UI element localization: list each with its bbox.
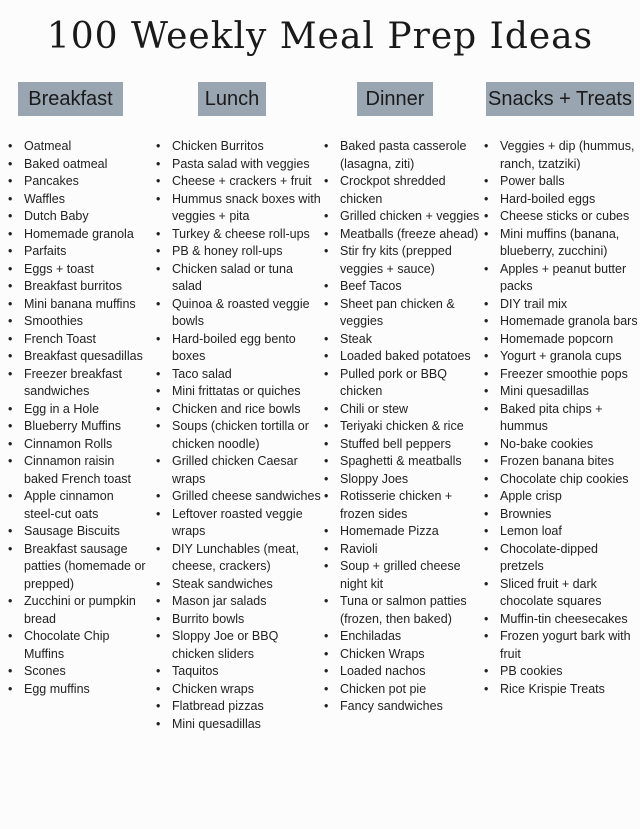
- list-item: • French Toast: [6, 331, 146, 349]
- list-item: • Freezer breakfast sandwiches: [6, 366, 146, 401]
- list-item: • Lemon loaf: [482, 523, 640, 541]
- list-item: • Chocolate-dipped pretzels: [482, 541, 640, 576]
- list-item: • Sausage Biscuits: [6, 523, 146, 541]
- list-item: • Enchiladas: [322, 628, 482, 646]
- list-item: • Chicken wraps: [154, 681, 322, 699]
- column-heading-snacks: Snacks + Treats: [486, 82, 634, 116]
- list-item: • Mini quesadillas: [482, 383, 640, 401]
- list-item: • Mason jar salads: [154, 593, 322, 611]
- list-item: • Chocolate chip cookies: [482, 471, 640, 489]
- list-item: • Chicken Burritos: [154, 138, 322, 156]
- list-item: • Tuna or salmon patties (frozen, then baked): [322, 593, 482, 628]
- list-item: • Grilled chicken Caesar wraps: [154, 453, 322, 488]
- list-item: • Turkey & cheese roll-ups: [154, 226, 322, 244]
- list-item: • Hard-boiled egg bento boxes: [154, 331, 322, 366]
- list-item: • Rice Krispie Treats: [482, 681, 640, 699]
- list-item: • Brownies: [482, 506, 640, 524]
- list-item: • Blueberry Muffins: [6, 418, 146, 436]
- list-item: • Waffles: [6, 191, 146, 209]
- list-item: • Hummus snack boxes with veggies + pita: [154, 191, 322, 226]
- list-item: • Chicken pot pie: [322, 681, 482, 699]
- list-item: • Zucchini or pumpkin bread: [6, 593, 146, 628]
- snacks-list: [482, 138, 640, 698]
- list-item: • DIY trail mix: [482, 296, 640, 314]
- list-item: • Rotisserie chicken + frozen sides: [322, 488, 482, 523]
- list-item: • Homemade granola: [6, 226, 146, 244]
- list-item: • Apple crisp: [482, 488, 640, 506]
- list-item: • Soups (chicken tortilla or chicken noodle): [154, 418, 322, 453]
- list-item: • No-bake cookies: [482, 436, 640, 454]
- list-item: • Pasta salad with veggies: [154, 156, 322, 174]
- list-item: • Baked oatmeal: [6, 156, 146, 174]
- list-item: • Egg in a Hole: [6, 401, 146, 419]
- list-item: • Baked pasta casserole (lasagna, ziti): [322, 138, 482, 173]
- list-item: • Parfaits: [6, 243, 146, 261]
- list-item: • Steak: [322, 331, 482, 349]
- list-item: • Mini banana muffins: [6, 296, 146, 314]
- list-item: • Steak sandwiches: [154, 576, 322, 594]
- list-item: • Mini quesadillas: [154, 716, 322, 734]
- list-item: • Homemade popcorn: [482, 331, 640, 349]
- list-item: • Chicken Wraps: [322, 646, 482, 664]
- list-item: • Mini frittatas or quiches: [154, 383, 322, 401]
- list-item: • Cheese sticks or cubes: [482, 208, 640, 226]
- list-item: • Cinnamon raisin baked French toast: [6, 453, 146, 488]
- list-item: • Spaghetti & meatballs: [322, 453, 482, 471]
- list-item: • Dutch Baby: [6, 208, 146, 226]
- list-item: • Chocolate Chip Muffins: [6, 628, 146, 663]
- list-item: • Egg muffins: [6, 681, 146, 699]
- list-item: • Eggs + toast: [6, 261, 146, 279]
- list-item: • Teriyaki chicken & rice: [322, 418, 482, 436]
- list-item: • PB cookies: [482, 663, 640, 681]
- list-item: • PB & honey roll-ups: [154, 243, 322, 261]
- breakfast-list: [6, 138, 146, 698]
- list-item: • Leftover roasted veggie wraps: [154, 506, 322, 541]
- list-item: • Freezer smoothie pops: [482, 366, 640, 384]
- list-item: • Stuffed bell peppers: [322, 436, 482, 454]
- list-item: • Chicken and rice bowls: [154, 401, 322, 419]
- list-item: • Soup + grilled cheese night kit: [322, 558, 482, 593]
- list-item: • DIY Lunchables (meat, cheese, crackers): [154, 541, 322, 576]
- list-item: • Sliced fruit + dark chocolate squares: [482, 576, 640, 611]
- list-item: • Power balls: [482, 173, 640, 191]
- list-item: • Baked pita chips + hummus: [482, 401, 640, 436]
- column-heading-breakfast: Breakfast: [18, 82, 123, 116]
- list-item: • Meatballs (freeze ahead): [322, 226, 482, 244]
- list-item: • Beef Tacos: [322, 278, 482, 296]
- list-item: • Crockpot shredded chicken: [322, 173, 482, 208]
- list-item: • Hard-boiled eggs: [482, 191, 640, 209]
- column-heading-dinner: Dinner: [357, 82, 433, 116]
- list-item: • Sheet pan chicken & veggies: [322, 296, 482, 331]
- list-item: • Ravioli: [322, 541, 482, 559]
- list-item: • Cheese + crackers + fruit: [154, 173, 322, 191]
- column-heading-lunch: Lunch: [198, 82, 266, 116]
- lunch-list: [154, 138, 322, 733]
- list-item: • Fancy sandwiches: [322, 698, 482, 716]
- list-item: • Loaded nachos: [322, 663, 482, 681]
- list-item: • Grilled chicken + veggies: [322, 208, 482, 226]
- list-item: • Apples + peanut butter packs: [482, 261, 640, 296]
- list-item: • Breakfast burritos: [6, 278, 146, 296]
- list-item: • Pancakes: [6, 173, 146, 191]
- list-item: • Frozen yogurt bark with fruit: [482, 628, 640, 663]
- list-item: • Chicken salad or tuna salad: [154, 261, 322, 296]
- list-item: • Homemade Pizza: [322, 523, 482, 541]
- list-item: • Oatmeal: [6, 138, 146, 156]
- list-item: • Apple cinnamon steel-cut oats: [6, 488, 146, 523]
- list-item: • Grilled cheese sandwiches: [154, 488, 322, 506]
- list-item: • Smoothies: [6, 313, 146, 331]
- list-item: • Taco salad: [154, 366, 322, 384]
- list-item: • Flatbread pizzas: [154, 698, 322, 716]
- list-item: • Yogurt + granola cups: [482, 348, 640, 366]
- list-item: • Burrito bowls: [154, 611, 322, 629]
- list-item: • Cinnamon Rolls: [6, 436, 146, 454]
- list-item: • Breakfast sausage patties (homemade or prepped): [6, 541, 146, 594]
- list-item: • Sloppy Joe or BBQ chicken sliders: [154, 628, 322, 663]
- list-item: • Breakfast quesadillas: [6, 348, 146, 366]
- list-item: • Frozen banana bites: [482, 453, 640, 471]
- list-item: • Chili or stew: [322, 401, 482, 419]
- page-title: 100 Weekly Meal Prep Ideas: [46, 16, 594, 57]
- list-item: • Mini muffins (banana, blueberry, zucchini): [482, 226, 640, 261]
- dinner-list: [322, 138, 482, 716]
- list-item: • Loaded baked potatoes: [322, 348, 482, 366]
- list-item: • Taquitos: [154, 663, 322, 681]
- list-item: • Veggies + dip (hummus, ranch, tzatziki): [482, 138, 640, 173]
- list-item: • Stir fry kits (prepped veggies + sauce): [322, 243, 482, 278]
- list-item: • Pulled pork or BBQ chicken: [322, 366, 482, 401]
- list-item: • Sloppy Joes: [322, 471, 482, 489]
- list-item: • Scones: [6, 663, 146, 681]
- list-item: • Homemade granola bars: [482, 313, 640, 331]
- list-item: • Quinoa & roasted veggie bowls: [154, 296, 322, 331]
- list-item: • Muffin-tin cheesecakes: [482, 611, 640, 629]
